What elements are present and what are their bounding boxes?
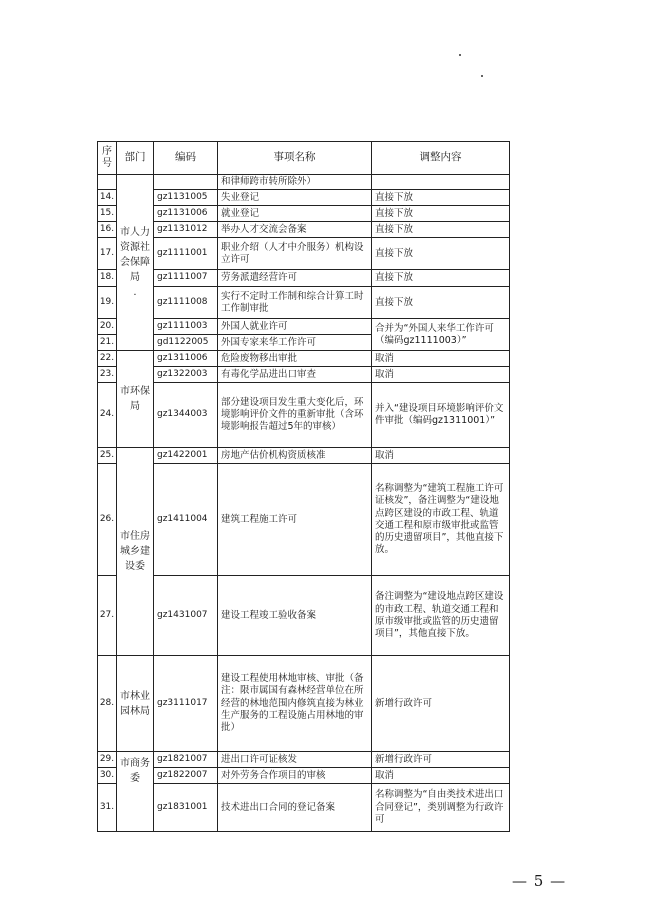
row-seq: 25.: [98, 448, 117, 464]
row-seq: 16.: [98, 222, 117, 238]
row-adjust: 新增行政许可: [372, 752, 510, 768]
row-seq: 26.: [98, 464, 117, 576]
table-row: [98, 270, 510, 287]
row-code: gd1122005: [154, 335, 218, 351]
row-name: 外国专家来华工作许可: [218, 335, 372, 351]
row-code: gz1344003: [154, 383, 218, 448]
row-seq: 19.: [98, 287, 117, 319]
row-name: 部分建设项目发生重大变化后，环境影响评价文件的重新审批（含环境影响报告超过5年的审核）: [218, 383, 372, 448]
scan-speck: [459, 54, 461, 56]
row-name: 举办人才交流会备案: [218, 222, 372, 238]
row-seq: 14.: [98, 190, 117, 206]
dept-cell-commerce: [117, 752, 154, 832]
row-code: gz1111008: [154, 287, 218, 319]
row-adjust-merged: 合并为“外国人来华工作许可（编码gz1111003）”: [372, 319, 510, 351]
table-row: [98, 222, 510, 238]
dept-housing: 市住房城乡建设委: [120, 531, 150, 573]
row-name: 有毒化学品进出口审查: [218, 367, 372, 383]
table-row: [98, 238, 510, 270]
header-seq: 序号: [98, 142, 117, 175]
row-seq: 28.: [98, 656, 117, 752]
table-row: [98, 576, 510, 656]
table-row: [98, 656, 510, 752]
table-row: [98, 383, 510, 448]
dept-cell-housing: [117, 448, 154, 656]
row-adjust: 取消: [372, 768, 510, 784]
row-adjust: 备注调整为“建设地点跨区建设的市政工程、轨道交通工程和原市级审批或监管的历史遗留项目”，其他直接下放。: [372, 576, 510, 656]
table-row: [98, 319, 510, 335]
row-code: gz1422001: [154, 448, 218, 464]
row-seq: 15.: [98, 206, 117, 222]
row-adjust: 直接下放: [372, 270, 510, 287]
row-name: 房地产估价机构资质核准: [218, 448, 372, 464]
row-seq: 27.: [98, 576, 117, 656]
header-adjust: 调整内容: [372, 142, 510, 175]
row-name: 建筑工程施工许可: [218, 464, 372, 576]
table-row: [98, 351, 510, 367]
row-code: gz3111017: [154, 656, 218, 752]
row-seq: 31.: [98, 784, 117, 832]
row-adjust: 并入“建设项目环境影响评价文件审批（编码gz1311001）”: [372, 383, 510, 448]
table-row: [98, 784, 510, 832]
table-row: [98, 768, 510, 784]
table-row: [98, 367, 510, 383]
row-seq: 18.: [98, 270, 117, 287]
row-seq: 29.: [98, 752, 117, 768]
dept-hr-mark: .: [133, 287, 137, 299]
row-name: 职业介绍（人才中介服务）机构设立许可: [218, 238, 372, 270]
table-row: [98, 287, 510, 319]
dept-hr: 市人力资源社会保障局: [120, 227, 150, 284]
dept-cell-forestry: [117, 656, 154, 752]
row-name: 进出口许可证核发: [218, 752, 372, 768]
row-code: gz1411004: [154, 464, 218, 576]
table-row-continuation: [98, 175, 510, 190]
row-code: gz1111001: [154, 238, 218, 270]
row-code: gz1111007: [154, 270, 218, 287]
row-code: gz1822007: [154, 768, 218, 784]
row-seq: 30.: [98, 768, 117, 784]
row-code: gz1831001: [154, 784, 218, 832]
row-name: 失业登记: [218, 190, 372, 206]
row-adjust: 取消: [372, 351, 510, 367]
dept-commerce: 市商务委: [120, 758, 150, 785]
row-adjust: 名称调整为“自由类技术进出口合同登记”，类别调整为行政许可: [372, 784, 510, 832]
table-row: [98, 752, 510, 768]
row-name: 劳务派遣经营许可: [218, 270, 372, 287]
row-seq: 22.: [98, 351, 117, 367]
table-row: [98, 464, 510, 576]
row-code: gz1322003: [154, 367, 218, 383]
row-name: 对外劳务合作项目的审核: [218, 768, 372, 784]
row-code: gz1131005: [154, 190, 218, 206]
row-adjust: 直接下放: [372, 206, 510, 222]
continuation-text: 和律师跨市转所除外）: [218, 175, 372, 190]
row-code: gz1431007: [154, 576, 218, 656]
row-name: 实行不定时工作制和综合计算工时工作制审批: [218, 287, 372, 319]
row-seq: 20.: [98, 319, 117, 335]
header-name: 事项名称: [218, 142, 372, 175]
table-row: [98, 448, 510, 464]
row-name: 外国人就业许可: [218, 319, 372, 335]
row-adjust: 取消: [372, 367, 510, 383]
row-adjust: 直接下放: [372, 238, 510, 270]
row-seq: 23.: [98, 367, 117, 383]
table-row: [98, 190, 510, 206]
row-seq: 24.: [98, 383, 117, 448]
row-name: 危险废物移出审批: [218, 351, 372, 367]
row-adjust: 取消: [372, 448, 510, 464]
row-code: gz1131006: [154, 206, 218, 222]
row-name: 建设工程竣工验收备案: [218, 576, 372, 656]
row-adjust: 新增行政许可: [372, 656, 510, 752]
row-seq: 21.: [98, 335, 117, 351]
dept-env: 市环保局: [120, 386, 150, 413]
table-row: [98, 206, 510, 222]
row-code: gz1131012: [154, 222, 218, 238]
row-code: gz1111003: [154, 319, 218, 335]
adjustment-table: [97, 141, 510, 832]
row-adjust: 名称调整为“建筑工程施工许可证核发”，备注调整为“建设地点跨区建设的市政工程、轨道交通工程和原市级审批或监管的历史遗留项目”，其他直接下放。: [372, 464, 510, 576]
page-number: — 5 —: [512, 872, 567, 890]
row-name: 技术进出口合同的登记备案: [218, 784, 372, 832]
header-code: 编码: [154, 142, 218, 175]
row-seq: 17.: [98, 238, 117, 270]
row-adjust: 直接下放: [372, 222, 510, 238]
row-code: gz1311006: [154, 351, 218, 367]
scan-speck: [481, 75, 483, 77]
row-adjust: 直接下放: [372, 287, 510, 319]
table-header-row: [98, 142, 510, 175]
dept-cell-hr: [117, 175, 154, 351]
row-name: 建设工程使用林地审核、审批（备注：限市属国有森林经营单位在所经营的林地范围内修筑直接为林业生产服务的工程设施占用林地的审批）: [218, 656, 372, 752]
row-code: gz1821007: [154, 752, 218, 768]
row-name: 就业登记: [218, 206, 372, 222]
row-adjust: 直接下放: [372, 190, 510, 206]
header-dept: 部门: [117, 142, 154, 175]
dept-cell-env: [117, 351, 154, 448]
dept-forestry: 市林业园林局: [120, 690, 150, 717]
